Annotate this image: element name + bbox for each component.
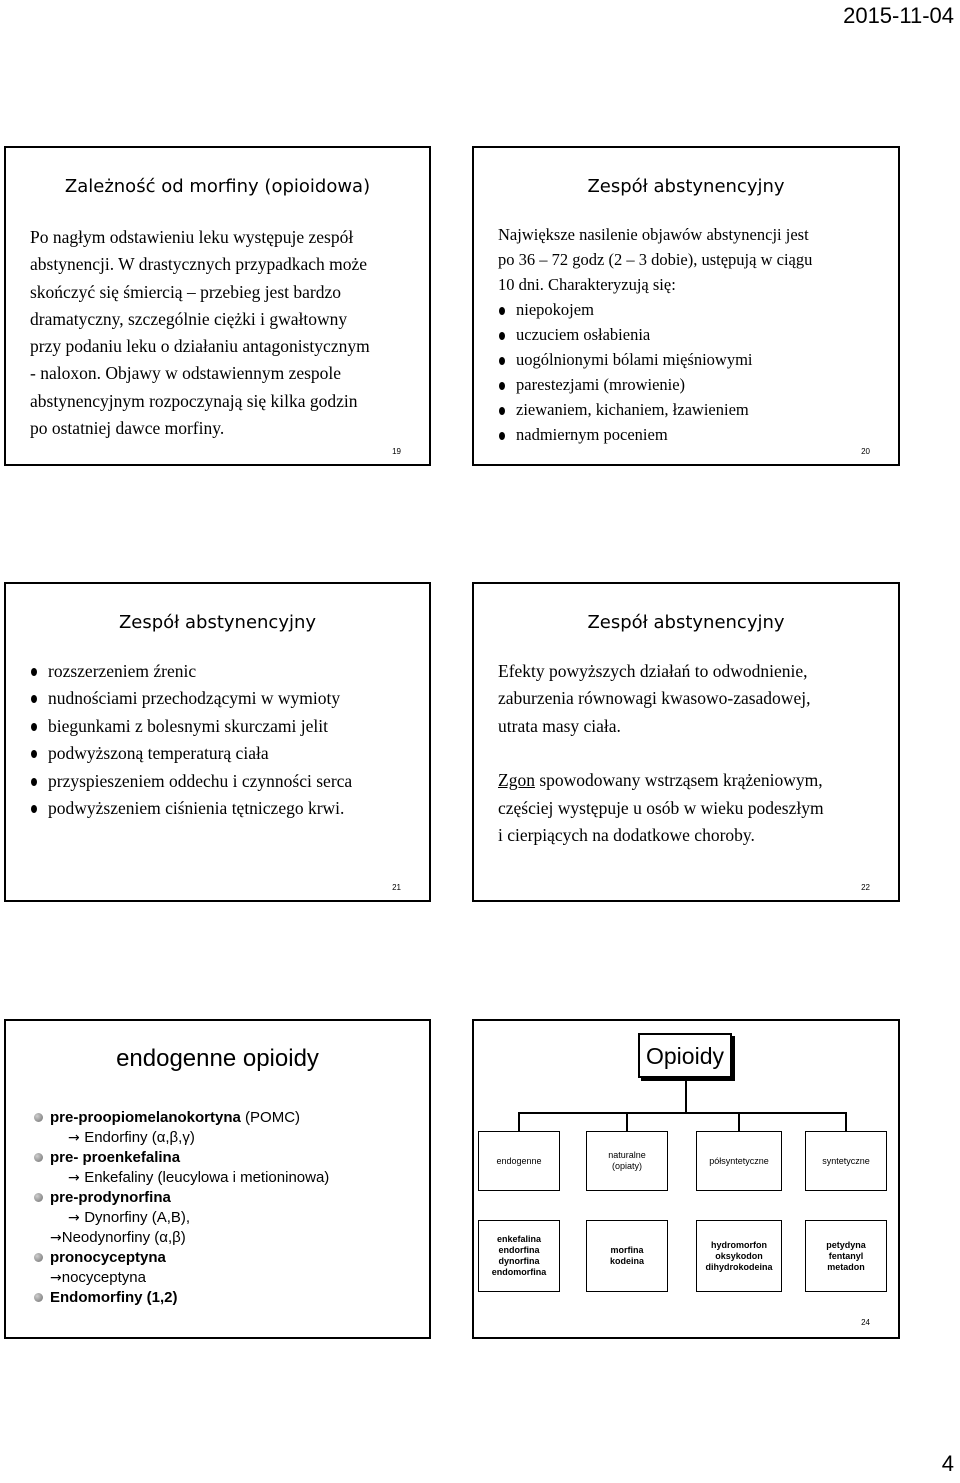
body-text: spowodowany wstrząsem krążeniowym,: [534, 770, 823, 791]
example-box: morfina kodeina: [586, 1220, 668, 1292]
list-item: pre- proenkefalina: [34, 1148, 329, 1168]
list-item: rozszerzeniem źrenic: [30, 658, 352, 685]
slide-title: Zespół abstynencyjny: [587, 612, 785, 633]
product-name: Enkefaliny (leucylowa i metioninowa): [84, 1169, 330, 1186]
body-line: i cierpiących na dodatkowe choroby.: [498, 825, 755, 846]
body-line: Po nagłym odstawieniu leku występuje zespół: [30, 227, 354, 247]
slide-number: 22: [861, 883, 870, 892]
precursor-name: pre-proopiomelanokortyna: [50, 1109, 241, 1126]
body-line: abstynencyjnym rozpoczynają się kilka godzin: [30, 390, 358, 411]
slide-title: Zespół abstynencyjny: [118, 612, 317, 633]
slide-title: Zespół abstynencyjny: [587, 176, 785, 197]
page-number: 4: [941, 1451, 954, 1476]
list-item: uczuciem osłabienia: [498, 322, 812, 347]
slide-body: [498, 658, 824, 849]
list-item: uogólnionymi bólami mięśniowymi: [498, 347, 812, 372]
list-item: [34, 1228, 329, 1248]
arrow-icon: →: [68, 1130, 85, 1146]
list-item: ziewaniem, kichaniem, łzawieniem: [498, 397, 812, 422]
product-name: Dynorfiny (A,B),: [84, 1209, 191, 1226]
body-line: 10 dni. Charakteryzują się:: [498, 275, 676, 294]
body-line: częściej występuje u osób w wieku podeszłym: [498, 797, 824, 818]
list-item: podwyższoną temperaturą ciała: [30, 740, 352, 767]
list-item: pre-prodynorfina: [34, 1188, 329, 1208]
slide-19: [4, 146, 431, 466]
body-line: Największe nasilenie objawów abstynencji jest: [498, 225, 809, 244]
zgon-link[interactable]: Zgon: [498, 770, 535, 791]
example-box: hydromorfon oksykodon dihydrokodeina: [696, 1220, 782, 1292]
body-line: utrata masy ciała.: [498, 715, 621, 736]
slide-24: [472, 1019, 900, 1339]
body-line: Efekty powyższych działań to odwodnienie,: [498, 661, 808, 681]
slide-body: [30, 658, 352, 822]
list-item: niepokojem: [498, 297, 812, 322]
list-item: [34, 1168, 329, 1188]
slide-number: 24: [861, 1318, 870, 1327]
precursor-abbr: (POMC): [240, 1109, 301, 1126]
product-name: nocyceptyna: [61, 1269, 146, 1286]
list-item: biegunkami z bolesnymi skurczami jelit: [30, 713, 352, 740]
connector: [738, 1112, 740, 1131]
list-item: podwyższeniem ciśnienia tętniczego krwi.: [30, 795, 352, 822]
connector: [685, 1078, 687, 1112]
body-line: zaburzenia równowagi kwasowo-zasadowej,: [498, 688, 811, 709]
list-item: [34, 1108, 329, 1128]
list-item: nudnościami przechodzącymi w wymioty: [30, 685, 352, 712]
connector: [518, 1112, 845, 1114]
arrow-icon: →: [68, 1210, 85, 1226]
connector: [626, 1112, 628, 1131]
arrow-icon: →: [50, 1230, 62, 1246]
body-line: po ostatniej dawce morfiny.: [30, 418, 225, 439]
list-item: [34, 1128, 329, 1148]
list-item: [34, 1268, 329, 1288]
opioid-precursor-list: [34, 1108, 329, 1308]
product-name: Neodynorfiny (α,β): [61, 1229, 186, 1246]
slide-title: endogenne opioidy: [116, 1045, 319, 1072]
slide-number: 20: [861, 447, 870, 456]
body-line: abstynencji. W drastycznych przypadkach może: [30, 254, 368, 275]
symptom-list: [498, 297, 812, 447]
symptom-list: [30, 658, 352, 822]
list-item: parestezjami (mrowienie): [498, 372, 812, 397]
category-box: endogenne: [478, 1131, 560, 1191]
body-line: skończyć się śmiercią – przebieg jest bardzo: [30, 281, 341, 302]
example-box: petydyna fentanyl metadon: [805, 1220, 887, 1292]
slide-title: Zależność od morfiny (opioidowa): [64, 176, 371, 197]
connector: [845, 1112, 847, 1131]
body-line: - naloxon. Objawy w odstawiennym zespole: [30, 363, 342, 384]
arrow-icon: →: [50, 1270, 62, 1286]
slide-body: [30, 224, 370, 442]
slide-body: [498, 222, 812, 447]
category-box: półsyntetyczne: [696, 1131, 782, 1191]
slide-21: [4, 582, 431, 902]
body-line: [498, 767, 824, 794]
slide-22: [472, 582, 900, 902]
example-box: enkefalina endorfina dynorfina endomorfina: [478, 1220, 560, 1292]
product-name: Endorfiny (α,β,γ): [84, 1129, 195, 1146]
header-date: 2015-11-04: [843, 3, 954, 28]
list-item: Endomorfiny (1,2): [34, 1288, 329, 1308]
body-line: dramatyczny, szczególnie ciężki i gwałtowny: [30, 308, 348, 329]
list-item: nadmiernym poceniem: [498, 422, 812, 447]
category-box: naturalne (opiaty): [586, 1131, 668, 1191]
slide-number: 21: [392, 883, 401, 892]
list-item: przyspieszeniem oddechu i czynności serca: [30, 768, 352, 795]
list-item: pronocyceptyna: [34, 1248, 329, 1268]
root-box: Opioidy: [638, 1033, 732, 1078]
body-line: po 36 – 72 godz (2 – 3 dobie), ustępują w ciągu: [498, 250, 813, 269]
slide-23: [4, 1019, 431, 1339]
arrow-icon: →: [68, 1170, 85, 1186]
connector: [518, 1112, 520, 1131]
category-box: syntetyczne: [805, 1131, 887, 1191]
list-item: [34, 1208, 329, 1228]
slide-20: [472, 146, 900, 466]
slide-number: 19: [392, 447, 401, 456]
body-line: przy podaniu leku o działaniu antagonistycznym: [30, 336, 370, 357]
